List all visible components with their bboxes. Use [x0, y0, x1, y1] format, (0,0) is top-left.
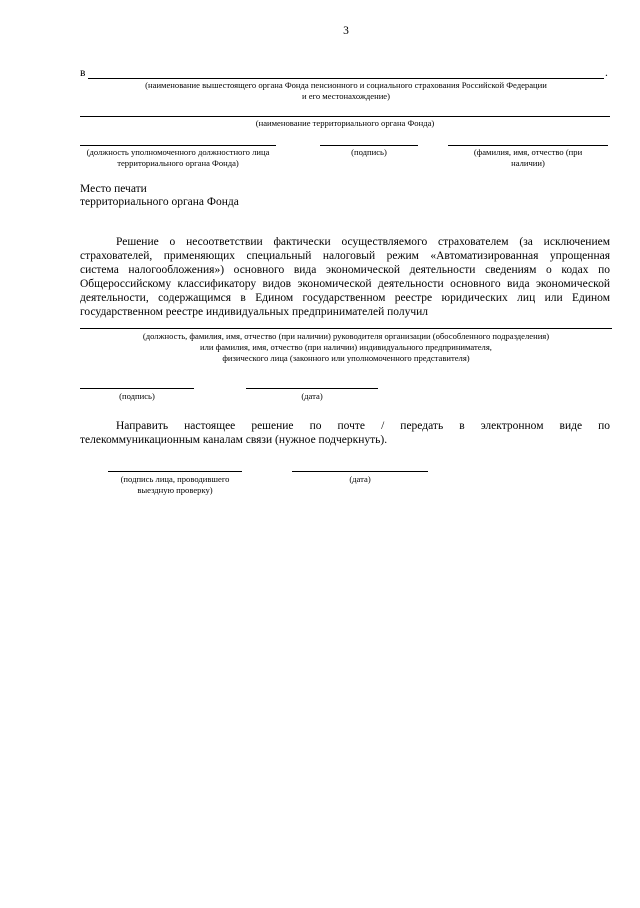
decision-last-line: государственном реестре индивидуальных предпринимателей получил	[80, 306, 429, 318]
superior-body-line	[88, 78, 604, 79]
decision-line-1: Решение о несоответствии фактически осуществляемого страхователем (за исключением	[116, 236, 610, 248]
official-fio-caption-1: (фамилия, имя, отчество (при	[473, 147, 583, 157]
recipient-caption-1: (должность, фамилия, имя, отчество (при наличии) руководителя организации (обособленного подразделения)	[142, 331, 550, 341]
decision-line-4: Общероссийскому классификатору видов экономической деятельности основного вида экономической	[80, 278, 610, 290]
inspector-signature-caption-1: (подпись лица, проводившего	[120, 474, 230, 484]
inspector-signature-caption-2: выездную проверку)	[137, 485, 213, 495]
official-position-caption-2: территориального органа Фонда)	[117, 158, 239, 168]
official-fio-caption-2: наличии)	[511, 158, 545, 168]
inspector-signature-line	[108, 471, 242, 472]
recipient-caption-2: или фамилия, имя, отчество (при наличии) индивидуального предпринимателя,	[200, 342, 492, 352]
recipient-date-caption: (дата)	[301, 391, 323, 401]
official-fio-line	[448, 145, 608, 146]
inspector-date-line	[292, 471, 428, 472]
address-prefix: в	[80, 67, 86, 79]
official-signature-line	[320, 145, 418, 146]
superior-body-caption-1: (наименование вышестоящего органа Фонда пенсионного и социального страхования Российской Федерации	[145, 80, 547, 90]
decision-line-3: система налогообложения») основного вида экономической деятельности сведениям о кодах по	[80, 264, 610, 276]
decision-line-5: деятельности, содержащимся в Едином государственном реестре юридических лиц или Едином	[80, 292, 610, 304]
official-position-caption-1: (должность уполномоченного должностного лица	[86, 147, 270, 157]
recipient-date-line	[246, 388, 378, 389]
stamp-place-label: Место печати	[80, 183, 147, 195]
recipient-signature-caption: (подпись)	[119, 391, 155, 401]
recipient-signature-line	[80, 388, 194, 389]
recipient-line	[80, 328, 612, 329]
page-number: 3	[343, 25, 349, 37]
territorial-body-caption: (наименование территориального органа Фонда)	[255, 118, 435, 128]
stamp-place-label-2: территориального органа Фонда	[80, 196, 239, 208]
trailing-dot: .	[605, 67, 608, 79]
send-instruction-line-2: телекоммуникационным каналам связи (нужное подчеркнуть).	[80, 434, 388, 446]
recipient-caption-3: физического лица (законного или уполномоченного представителя)	[222, 353, 470, 363]
territorial-body-line	[80, 116, 610, 117]
superior-body-caption-2: и его местонахождение)	[301, 91, 390, 101]
decision-line-2: страхователей, применяющих специальный налоговый режим «Автоматизированная упрощенная	[80, 250, 610, 262]
send-instruction-line-1: Направить настоящее решение по почте / передать в электронном виде по	[116, 420, 610, 432]
inspector-date-caption: (дата)	[349, 474, 371, 484]
official-position-line	[80, 145, 276, 146]
official-signature-caption: (подпись)	[351, 147, 387, 157]
